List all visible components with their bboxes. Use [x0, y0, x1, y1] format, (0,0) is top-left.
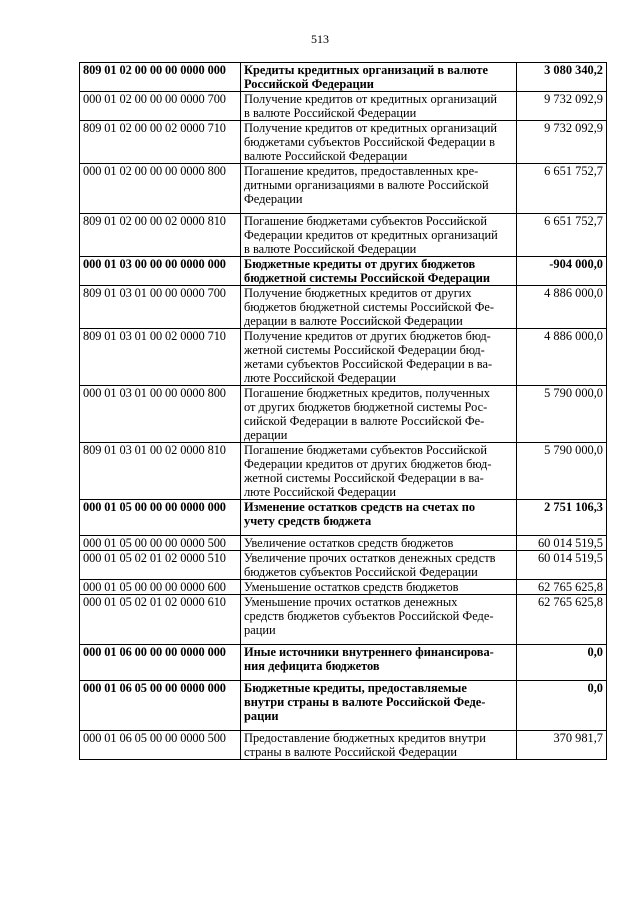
item-name-line: Получение кредитов от других бюджетов бюд- — [244, 329, 491, 343]
item-name-cell — [241, 257, 517, 286]
item-name-line: дерации в валюте Российской Федерации — [244, 314, 463, 328]
item-name-line: бюджетов субъектов Российской Федерации — [244, 565, 478, 579]
item-name-line: ния дефицита бюджетов — [244, 659, 380, 673]
item-name-line: Изменение остатков средств на счетах по — [244, 500, 476, 514]
item-name-cell — [241, 63, 517, 92]
item-name-line: Бюджетные кредиты от других бюджетов — [244, 257, 476, 271]
item-name-line: Федерации кредитов от других бюджетов бюд- — [244, 457, 492, 471]
item-name-cell — [241, 536, 517, 551]
budget-code-cell: 000 01 03 00 00 00 0000 000 — [80, 257, 241, 286]
table-row — [80, 63, 607, 92]
item-name-line: Погашение бюджетных кредитов, полученных — [244, 386, 490, 400]
item-name-line: люте Российской Федерации — [244, 371, 396, 385]
table-row — [80, 286, 607, 329]
cell-spacer — [244, 637, 513, 644]
cell-spacer — [244, 528, 513, 535]
item-name-cell — [241, 443, 517, 500]
cell-spacer — [244, 206, 513, 213]
table-row — [80, 536, 607, 551]
item-name-line: бюджетами субъектов Российской Федерации в — [244, 135, 495, 149]
item-name-line: люте Российской Федерации — [244, 485, 396, 499]
item-name-line: Российской Федерации — [244, 77, 374, 91]
page-number: 513 — [311, 32, 329, 46]
amount-cell: 9 732 092,9 — [517, 121, 607, 164]
table-row — [80, 386, 607, 443]
item-name-line: жетной системы Российской Федерации в ва- — [244, 471, 484, 485]
table-row — [80, 731, 607, 760]
budget-code-cell: 809 01 03 01 00 00 0000 700 — [80, 286, 241, 329]
table-row — [80, 551, 607, 580]
item-name-line: дерации — [244, 428, 288, 442]
table-row — [80, 580, 607, 595]
item-name-line: Получение бюджетных кредитов от других — [244, 286, 472, 300]
item-name-line: рации — [244, 709, 279, 723]
amount-cell: 60 014 519,5 — [517, 551, 607, 580]
amount-cell: 4 886 000,0 — [517, 329, 607, 386]
table-row — [80, 92, 607, 121]
budget-code-cell: 000 01 06 00 00 00 0000 000 — [80, 645, 241, 681]
amount-cell: 0,0 — [517, 681, 607, 731]
budget-code-cell: 809 01 02 00 00 02 0000 710 — [80, 121, 241, 164]
amount-cell: 4 886 000,0 — [517, 286, 607, 329]
item-name-line: внутри страны в валюте Российской Феде- — [244, 695, 486, 709]
item-name-line: Уменьшение прочих остатков денежных — [244, 595, 458, 609]
item-name-line: Федерации — [244, 192, 303, 206]
amount-cell: 62 765 625,8 — [517, 595, 607, 645]
table-row — [80, 595, 607, 645]
item-name-line: жетами субъектов Российской Федерации в ва- — [244, 357, 493, 371]
item-name-cell — [241, 500, 517, 536]
table-row — [80, 121, 607, 164]
amount-cell: 5 790 000,0 — [517, 386, 607, 443]
budget-code-cell: 000 01 02 00 00 00 0000 800 — [80, 164, 241, 214]
cell-spacer — [244, 673, 513, 680]
item-name-cell — [241, 286, 517, 329]
budget-code-cell: 000 01 05 02 01 02 0000 510 — [80, 551, 241, 580]
amount-cell: 2 751 106,3 — [517, 500, 607, 536]
amount-cell: 3 080 340,2 — [517, 63, 607, 92]
item-name-line: Получение кредитов от кредитных организаций — [244, 121, 498, 135]
item-name-line: сийской Федерации в валюте Российской Фе- — [244, 414, 485, 428]
table-row — [80, 645, 607, 681]
item-name-cell — [241, 121, 517, 164]
budget-code-cell: 809 01 02 00 00 00 0000 000 — [80, 63, 241, 92]
item-name-cell — [241, 92, 517, 121]
budget-sources-table — [79, 62, 607, 760]
item-name-cell — [241, 164, 517, 214]
budget-code-cell: 000 01 05 00 00 00 0000 600 — [80, 580, 241, 595]
table-row — [80, 681, 607, 731]
item-name-line: учету средств бюджета — [244, 514, 372, 528]
item-name-line: Предоставление бюджетных кредитов внутри — [244, 731, 486, 745]
item-name-line: бюджетной системы Российской Федерации — [244, 271, 491, 285]
amount-cell: 9 732 092,9 — [517, 92, 607, 121]
item-name-line: рации — [244, 623, 276, 637]
budget-code-cell: 000 01 03 01 00 00 0000 800 — [80, 386, 241, 443]
item-name-line: средств бюджетов субъектов Российской Феде- — [244, 609, 494, 623]
item-name-line: от других бюджетов бюджетной системы Рос- — [244, 400, 488, 414]
item-name-cell — [241, 551, 517, 580]
item-name-line: Уменьшение остатков средств бюджетов — [244, 580, 459, 594]
item-name-cell — [241, 731, 517, 760]
amount-cell: 60 014 519,5 — [517, 536, 607, 551]
item-name-line: Кредиты кредитных организаций в валюте — [244, 63, 488, 77]
amount-cell: 0,0 — [517, 645, 607, 681]
item-name-line: страны в валюте Российской Федерации — [244, 745, 458, 759]
table-body — [80, 63, 607, 760]
amount-cell: 62 765 625,8 — [517, 580, 607, 595]
item-name-line: в валюте Российской Федерации — [244, 106, 417, 120]
table-row — [80, 214, 607, 257]
item-name-line: Федерации кредитов от кредитных организаций — [244, 228, 498, 242]
budget-code-cell: 000 01 05 00 00 00 0000 500 — [80, 536, 241, 551]
item-name-line: Увеличение остатков средств бюджетов — [244, 536, 454, 550]
item-name-line: Иные источники внутреннего финансирова- — [244, 645, 494, 659]
item-name-line: дитными организациями в валюте Российской — [244, 178, 489, 192]
item-name-line: Погашение бюджетами субъектов Российской — [244, 443, 487, 457]
amount-cell: 5 790 000,0 — [517, 443, 607, 500]
table-row — [80, 257, 607, 286]
item-name-cell — [241, 645, 517, 681]
amount-cell: 6 651 752,7 — [517, 164, 607, 214]
table-row — [80, 329, 607, 386]
cell-spacer — [244, 723, 513, 730]
item-name-line: жетной системы Российской Федерации бюд- — [244, 343, 485, 357]
item-name-line: Увеличение прочих остатков денежных средств — [244, 551, 496, 565]
amount-cell: -904 000,0 — [517, 257, 607, 286]
table-row — [80, 443, 607, 500]
item-name-line: бюджетов бюджетной системы Российской Фе- — [244, 300, 495, 314]
budget-code-cell: 000 01 06 05 00 00 0000 000 — [80, 681, 241, 731]
item-name-cell — [241, 580, 517, 595]
amount-cell: 6 651 752,7 — [517, 214, 607, 257]
budget-code-cell: 000 01 02 00 00 00 0000 700 — [80, 92, 241, 121]
table-row — [80, 164, 607, 214]
budget-code-cell: 000 01 06 05 00 00 0000 500 — [80, 731, 241, 760]
item-name-cell — [241, 386, 517, 443]
budget-code-cell: 809 01 02 00 00 02 0000 810 — [80, 214, 241, 257]
item-name-line: Бюджетные кредиты, предоставляемые — [244, 681, 467, 695]
item-name-line: в валюте Российской Федерации — [244, 242, 417, 256]
budget-code-cell: 000 01 05 00 00 00 0000 000 — [80, 500, 241, 536]
item-name-cell — [241, 214, 517, 257]
budget-code-cell: 000 01 05 02 01 02 0000 610 — [80, 595, 241, 645]
item-name-cell — [241, 329, 517, 386]
item-name-cell — [241, 595, 517, 645]
amount-cell: 370 981,7 — [517, 731, 607, 760]
item-name-line: валюте Российской Федерации — [244, 149, 408, 163]
budget-code-cell: 809 01 03 01 00 02 0000 810 — [80, 443, 241, 500]
budget-code-cell: 809 01 03 01 00 02 0000 710 — [80, 329, 241, 386]
item-name-line: Получение кредитов от кредитных организаций — [244, 92, 498, 106]
item-name-line: Погашение кредитов, предоставленных кре- — [244, 164, 479, 178]
item-name-line: Погашение бюджетами субъектов Российской — [244, 214, 487, 228]
item-name-cell — [241, 681, 517, 731]
table-row — [80, 500, 607, 536]
